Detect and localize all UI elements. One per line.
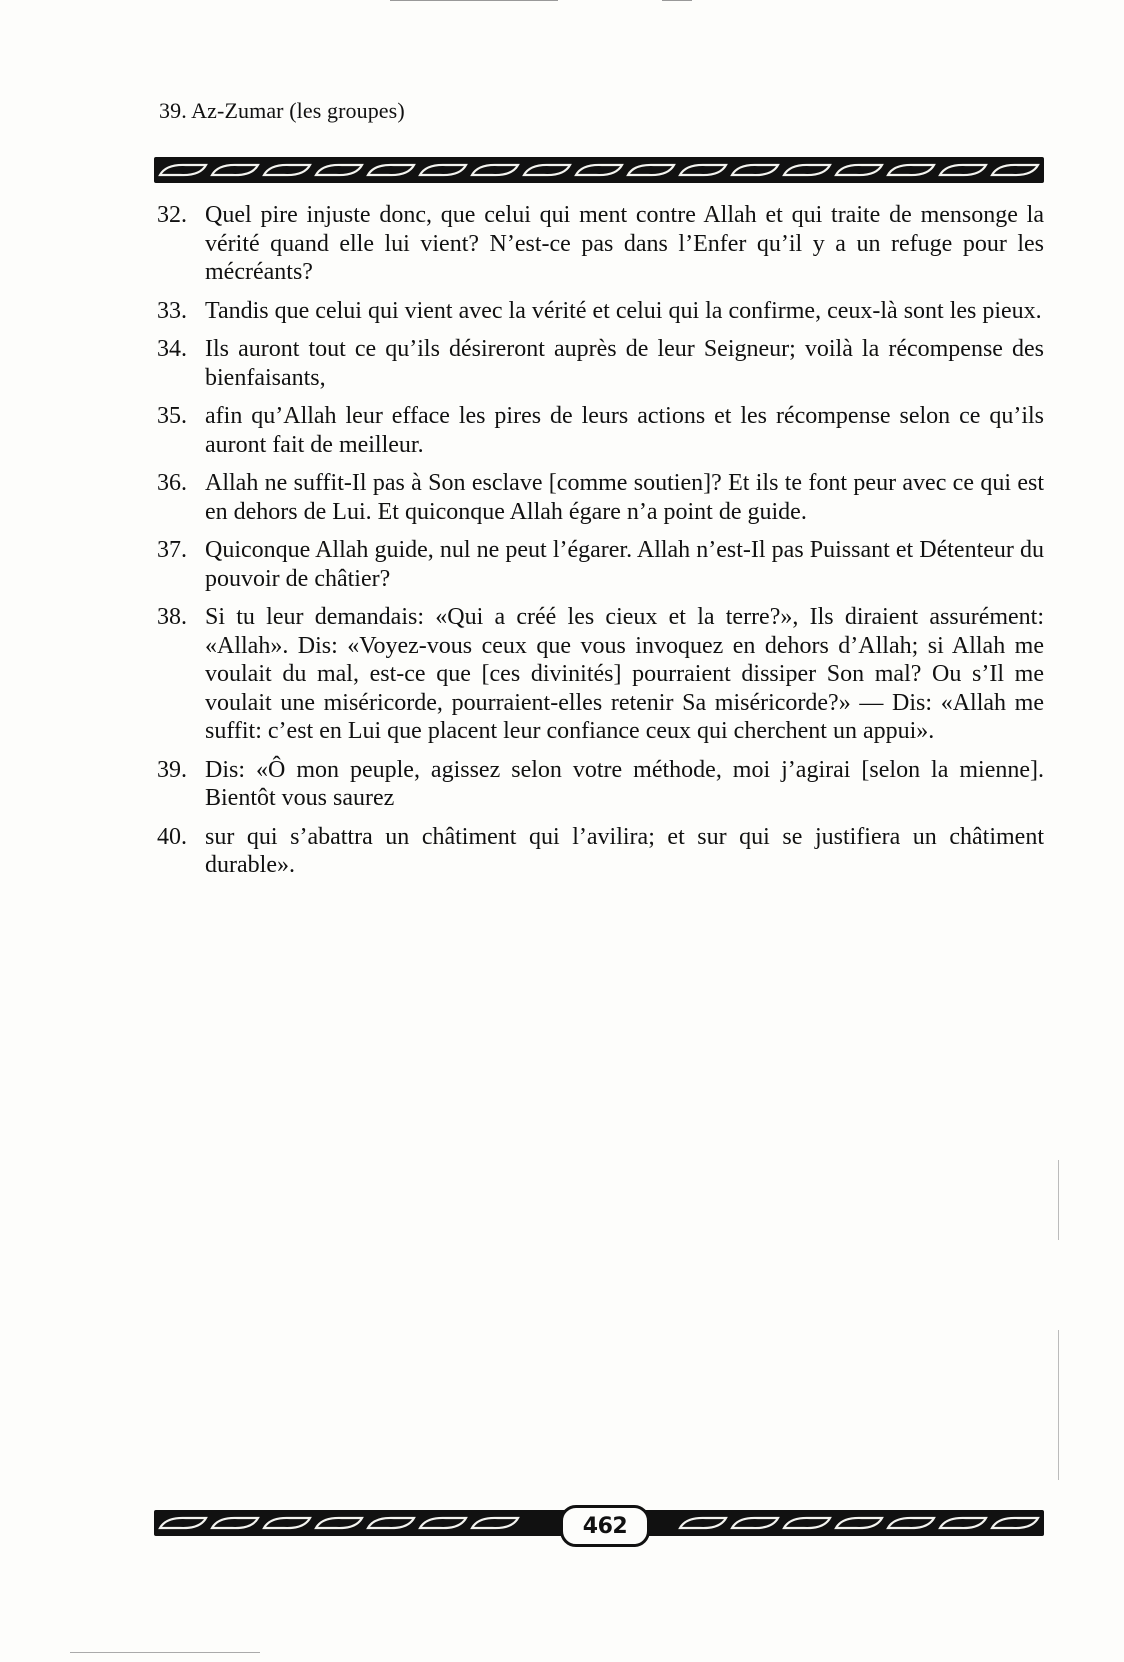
- verse-text: Dis: «Ô mon peuple, agissez selon votre méthode, moi j’agirai [selon la mienne]. Bientôt vous saurez: [205, 756, 1044, 811]
- verse-number: 34.: [157, 336, 187, 362]
- chain-link-ornament: [784, 165, 830, 175]
- chain-link-ornament: [940, 165, 986, 175]
- scan-mark-right-2: [1058, 1330, 1059, 1480]
- chain-link-ornament: [368, 165, 414, 175]
- verse-item: [157, 402, 1044, 459]
- chain-link-ornament: [160, 165, 206, 175]
- verse-number: 38.: [157, 604, 187, 630]
- verse-number: 37.: [157, 537, 187, 563]
- surah-header: 39. Az-Zumar (les groupes): [159, 98, 405, 123]
- verse-item: [157, 756, 1044, 813]
- page-number: 462: [560, 1505, 650, 1547]
- verse-list: [157, 201, 1044, 890]
- chain-link-ornament: [160, 1518, 206, 1528]
- top-scan-rule-right: [662, 0, 692, 1]
- verse-number: 40.: [157, 823, 187, 850]
- verse-text: Si tu leur demandais: «Qui a créé les cieux et la terre?», Ils diraient assurément: «Allah». Dis: «Voyez-vous ceux que vous invoquez en dehors d’Allah; si Allah me voulait du mal, est-ce que [ces divinités] pourraient dissiper Son mal? Ou s’Il me voulait une miséricorde, pourraient-elles retenir Sa miséricorde?» — Dis: «Allah me suffit: c’est en Lui que placent leur confiance ceux qui cherchent un appui».: [205, 604, 1044, 744]
- verse-item: [157, 297, 1044, 326]
- verse-item: [157, 603, 1044, 746]
- verse-number: 32.: [157, 202, 187, 228]
- chain-link-ornament: [732, 1518, 778, 1528]
- scan-mark-right-1: [1058, 1160, 1059, 1240]
- top-scan-rule-left: [390, 0, 558, 1]
- chain-link-ornament: [680, 165, 726, 175]
- chain-link-ornament: [784, 1518, 830, 1528]
- verse-text: sur qui s’abattra un châtiment qui l’avilira; et sur qui se justifiera un châtiment durable».: [205, 823, 1044, 878]
- chain-link-ornament: [836, 1518, 882, 1528]
- chain-link-ornament: [628, 165, 674, 175]
- verse-item: [157, 536, 1044, 593]
- verse-text: afin qu’Allah leur efface les pires de leurs actions et les récompense selon ce qu’ils auront fait de meilleur.: [205, 403, 1044, 458]
- verse-number: 36.: [157, 470, 187, 496]
- chain-link-ornament: [888, 165, 934, 175]
- top-ornamental-band: [154, 157, 1044, 183]
- chain-link-ornament: [472, 1518, 518, 1528]
- verse-number: 33.: [157, 297, 187, 324]
- chain-link-ornament: [680, 1518, 726, 1528]
- chain-link-ornament: [316, 165, 362, 175]
- verse-item: [157, 823, 1044, 880]
- verse-number: 39.: [157, 756, 187, 783]
- chain-link-ornament: [420, 165, 466, 175]
- chain-link-ornament: [316, 1518, 362, 1528]
- verse-text: Quiconque Allah guide, nul ne peut l’égarer. Allah n’est-Il pas Puissant et Détenteur du pouvoir de châtier?: [205, 537, 1044, 592]
- chain-link-ornament: [368, 1518, 414, 1528]
- chain-link-ornament: [420, 1518, 466, 1528]
- verse-item: [157, 335, 1044, 392]
- chain-link-ornament: [264, 1518, 310, 1528]
- verse-item: [157, 469, 1044, 526]
- verse-text: Tandis que celui qui vient avec la vérité et celui qui la confirme, ceux-là sont les pieux.: [205, 297, 1042, 324]
- verse-text: Ils auront tout ce qu’ils désireront auprès de leur Seigneur; voilà la récompense des bienfaisants,: [205, 336, 1044, 391]
- chain-link-ornament: [212, 165, 258, 175]
- chain-link-ornament: [992, 165, 1038, 175]
- verse-number: 35.: [157, 403, 187, 429]
- chain-link-ornament: [576, 165, 622, 175]
- bottom-scan-rule: [70, 1652, 260, 1653]
- chain-link-ornament: [212, 1518, 258, 1528]
- verse-text: Allah ne suffit-Il pas à Son esclave [comme soutien]? Et ils te font peur avec ce qui est en dehors de Lui. Et quiconque Allah égare n’a point de guide.: [205, 470, 1044, 525]
- verse-item: [157, 201, 1044, 287]
- chain-link-ornament: [472, 165, 518, 175]
- chain-link-ornament: [836, 165, 882, 175]
- chain-link-ornament: [888, 1518, 934, 1528]
- chain-link-ornament: [264, 165, 310, 175]
- verse-text: Quel pire injuste donc, que celui qui ment contre Allah et qui traite de mensonge la vérité quand elle lui vient? N’est-ce pas dans l’Enfer qu’il y a un refuge pour les mécréants?: [205, 202, 1044, 285]
- chain-link-ornament: [732, 165, 778, 175]
- chain-link-ornament: [940, 1518, 986, 1528]
- chain-link-ornament: [524, 165, 570, 175]
- chain-link-ornament: [992, 1518, 1038, 1528]
